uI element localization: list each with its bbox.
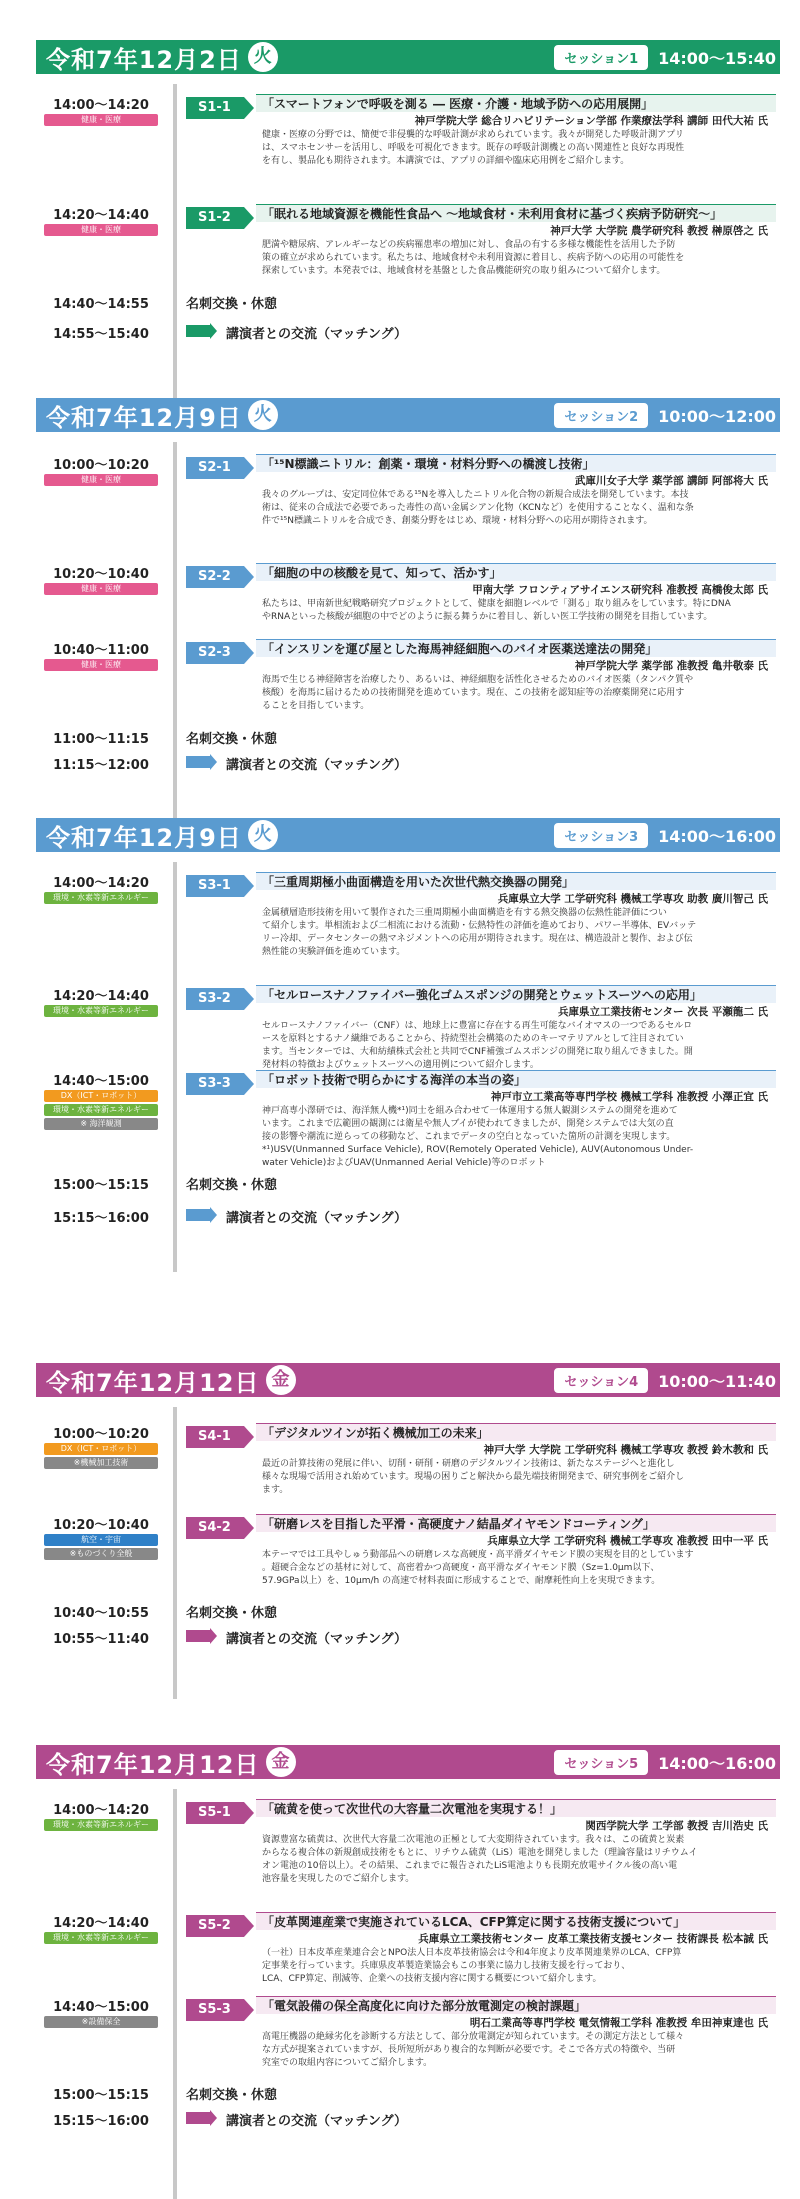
session-3 <box>36 818 780 1226</box>
description-line: ます。当センターでは、大和紡績株式会社と共同でCNF補強ゴムスポンジの開発に取り組んできました。開 <box>262 1047 693 1057</box>
break-label: 名刺交換・休憩 <box>186 2088 278 2103</box>
category-tag: ※機械加工技術 <box>44 1457 158 1469</box>
description-line: 探索しています。本発表では、地域食材を基盤とした食品機能研究の取り組みについて紹介します。 <box>262 266 666 276</box>
session-time: 14:00～15:40 <box>658 48 776 68</box>
category-tag: DX（ICT・ロボット） <box>44 1443 158 1455</box>
description-line: な方式が提案されていますが、長所短所があり複合的な判断が必要です。そこで各方式の特徴や、当研 <box>262 2045 676 2055</box>
talk-id-badge: S2-1 <box>186 457 244 479</box>
description-line: います。これまで広範囲の観測には衛星や無人ブイが使われてきましたが、開発システムでは大気の直 <box>262 1119 674 1129</box>
description-line: 資源豊富な硫黄は、次世代大容量二次電池の正極として大変期待されています。我々は、この硫黄と炭素 <box>262 1835 685 1845</box>
time-slot: 15:00～15:15 <box>53 2088 149 2103</box>
arrow-icon <box>186 1630 210 1642</box>
talk-description <box>262 1947 772 1986</box>
speaker-affiliation: 兵庫県立工業技術センター 次長 平瀬龍二 氏 <box>557 1006 768 1018</box>
description-line: 。超硬合金などの基材に対して、高密着かつ高硬度・高平滑なダイヤモンド膜（Sz=1.0μm以下、 <box>262 1563 660 1573</box>
category-tag: 健康・医療 <box>44 659 158 671</box>
category-tags <box>44 474 158 488</box>
arrow-icon <box>186 2112 210 2124</box>
talk-description <box>262 907 772 959</box>
talk-description <box>262 674 772 713</box>
talk-description <box>262 2031 772 2070</box>
session-time: 10:00～12:00 <box>658 406 776 426</box>
session-header <box>36 40 780 74</box>
category-tags <box>44 1819 158 1833</box>
timeline-line <box>173 442 177 828</box>
time-slot: 10:20～10:40 <box>53 567 149 582</box>
talk-id-badge: S4-1 <box>186 1426 244 1448</box>
matching-label: 講演者との交流（マッチング） <box>226 758 407 773</box>
break-label: 名刺交換・休憩 <box>186 732 278 747</box>
description-line: 健康・医療の分野では、簡便で非侵襲的な呼吸計測が求められています。我々が開発した呼吸計測アプリ <box>262 130 684 140</box>
day-of-week-badge: 火 <box>248 42 278 72</box>
category-tag: 環境・水素等新エネルギー <box>44 1819 158 1831</box>
time-slot: 15:00～15:15 <box>53 1178 149 1193</box>
description-line: ます。 <box>262 1485 289 1495</box>
session-4 <box>36 1363 780 1647</box>
talk-title: 「研磨レスを目指した平滑・高硬度ナノ結晶ダイヤモンドコーティング」 <box>256 1514 776 1532</box>
talk-id-badge: S5-1 <box>186 1802 244 1824</box>
time-slot: 10:20～10:40 <box>53 1518 149 1533</box>
time-slot: 14:00～14:20 <box>53 876 149 891</box>
session-date: 令和7年12月9日 <box>46 823 242 852</box>
description-line: セルロースナノファイバー（CNF）は、地球上に豊富に存在する再生可能なバイオマスの一つであるセルロ <box>262 1021 693 1031</box>
talk-id-badge: S1-2 <box>186 207 244 229</box>
speaker-affiliation: 神戸学院大学 総合リハビリテーション学部 作業療法学科 講師 田代大祐 氏 <box>414 115 768 127</box>
talk-description <box>262 1549 772 1588</box>
talk-description <box>262 239 772 278</box>
category-tag: 環境・水素等新エネルギー <box>44 1932 158 1944</box>
description-line: 高電圧機器の絶縁劣化を診断する方法として、部分放電測定が知られています。その測定方法として様々 <box>262 2032 685 2042</box>
talk-title: 「三重周期極小曲面構造を用いた次世代熱交換器の開発」 <box>256 872 776 890</box>
category-tag: 環境・水素等新エネルギー <box>44 1104 158 1116</box>
talk-description <box>262 489 772 528</box>
session-time: 10:00～11:40 <box>658 1371 776 1391</box>
category-tags <box>44 2016 158 2030</box>
description-line: は、スマホセンサーを活用し、呼吸を可視化できます。既存の呼吸計測機との高い関連性と良好な再現性 <box>262 143 685 153</box>
talk-description <box>262 1020 772 1072</box>
description-line: 核酸）を海馬に届けるための技術開発を進めています。現在、この技術を認知症等の治療薬開発に応用す <box>262 688 685 698</box>
session-5 <box>36 1745 780 2129</box>
description-line: 接の影響や潮流に逆らっての移動など、これまでデータの空白となっていた箇所の計測を実現します。 <box>262 1132 676 1142</box>
talk-id-badge: S3-1 <box>186 875 244 897</box>
session-info <box>554 1366 776 1394</box>
talk-title: 「¹⁵N標識ニトリル：創薬・環境・材料分野への橋渡し技術」 <box>256 454 776 472</box>
speaker-affiliation: 神戸大学 大学院 農学研究科 教授 榊原啓之 氏 <box>550 225 768 237</box>
talk-description <box>262 1105 772 1170</box>
time-slot: 11:15～12:00 <box>53 758 149 773</box>
matching-label: 講演者との交流（マッチング） <box>226 1211 407 1226</box>
category-tags <box>44 114 158 128</box>
session-label: セッション4 <box>554 1368 648 1393</box>
talk-title: 「スマートフォンで呼吸を測る ― 医療・介護・地域予防への応用展開」 <box>256 94 776 112</box>
talk-title: 「眠れる地域資源を機能性食品へ ～地域食材・未利用食材に基づく疾病予防研究～」 <box>256 204 776 222</box>
category-tags <box>44 1005 158 1019</box>
category-tags <box>44 224 158 238</box>
talk-id-badge: S2-3 <box>186 642 244 664</box>
description-line: 57.9GPa以上）を、10μm/h の高速で材料表面に形成することで、耐摩耗性向上を実現できます。 <box>262 1576 661 1586</box>
session-header <box>36 818 780 852</box>
speaker-affiliation: 神戸市立工業高等専門学校 機械工学科 准教授 小澤正宜 氏 <box>490 1091 768 1103</box>
description-line: からなる複合体の新規創成技術をもとに、リチウム硫黄（LiS）電池を開発しました（理論容量はリチウムイ <box>262 1848 698 1858</box>
time-slot: 10:55～11:40 <box>53 1632 149 1647</box>
time-slot: 10:00～10:20 <box>53 458 149 473</box>
description-line: ースを原料とするナノ繊維であることから、持続型社会構築のためのキーマテリアルとして注目されてい <box>262 1034 684 1044</box>
description-line: 定事業を行っています。兵庫県皮革製造業協会もこの事業に協力し技術支援を行っており、 <box>262 1961 631 1971</box>
talk-title: 「セルロースナノファイバー強化ゴムスポンジの開発とウェットスーツへの応用」 <box>256 985 776 1003</box>
description-line: 策の確立が求められています。私たちは、地域食材や未利用資源に着目し、疾病予防への応用の可能性を <box>262 253 685 263</box>
talk-title: 「電気設備の保全高度化に向けた部分放電測定の検討課題」 <box>256 1996 776 2014</box>
description-line: 発材料の特徴およびウェットスーツへの適用例について紹介します。 <box>262 1060 539 1070</box>
description-line: 我々のグループは、安定同位体である¹⁵Nを導入したニトリル化合物の新規合成法を開発しています。本技 <box>262 490 689 500</box>
description-line: （一社）日本皮革産業連合会とNPO法人日本皮革技術協会は令和4年度より皮革関連業界のLCA、CFP算 <box>262 1948 682 1958</box>
session-date: 令和7年12月12日 <box>46 1368 260 1397</box>
speaker-affiliation: 兵庫県立工業技術センター 皮革工業技術支援センター 技術課長 松本誠 氏 <box>418 1933 768 1945</box>
description-line: 肥満や糖尿病、アレルギーなどの疾病罹患率の増加に対し、食品の有する多様な機能性を活用した予防 <box>262 240 676 250</box>
speaker-affiliation: 兵庫県立大学 工学研究科 機械工学専攻 准教授 田中一平 氏 <box>487 1535 768 1547</box>
time-slot: 14:55～15:40 <box>53 327 149 342</box>
matching-label: 講演者との交流（マッチング） <box>226 2114 407 2129</box>
talk-description <box>262 1458 772 1497</box>
description-line: て紹介します。単相流および二相流における流動・伝熱特性の評価を進めており、パワー半導体、EVバッテ <box>262 921 697 931</box>
time-slot: 14:40～15:00 <box>53 2000 149 2015</box>
description-line: 私たちは、甲南新世紀戦略研究プロジェクトとして、健康を細胞レベルで「測る」取り組みをしています。特にDNA <box>262 599 731 609</box>
description-line: 金属積層造形技術を用いて製作された三重周期極小曲面構造を有する熱交換器の伝熱性能評価につい <box>262 908 667 918</box>
category-tag: 環境・水素等新エネルギー <box>44 1005 158 1017</box>
category-tag: 環境・水素等新エネルギー <box>44 892 158 904</box>
day-of-week-badge: 火 <box>248 820 278 850</box>
session-1 <box>36 40 780 342</box>
time-slot: 14:40～15:00 <box>53 1074 149 1089</box>
description-line: 熱性能の実験評価を進めています。 <box>262 947 406 957</box>
session-label: セッション5 <box>554 1750 648 1775</box>
talk-title: 「硫黄を使って次世代の大容量二次電池を実現する！」 <box>256 1799 776 1817</box>
arrow-icon <box>186 756 210 768</box>
description-line: やRNAといった核酸が細胞の中でどのように振る舞うかに着目し、新しい医工学技術の開発を目指しています。 <box>262 612 713 622</box>
category-tag: ※設備保全 <box>44 2016 158 2028</box>
talk-id-badge: S5-2 <box>186 1915 244 1937</box>
category-tag: 健康・医療 <box>44 583 158 595</box>
description-line: 術は、従来の合成法で必要であった毒性の高い金属シアン化物（KCNなど）を使用することなく、温和な条 <box>262 503 694 513</box>
timeline-line <box>173 862 177 1272</box>
time-slot: 14:20～14:40 <box>53 1916 149 1931</box>
description-line: 件で¹⁵N標識ニトリルを合成でき、創薬分野をはじめ、環境・材料分野への応用が期待されます。 <box>262 516 653 526</box>
time-slot: 14:00～14:20 <box>53 1803 149 1818</box>
time-slot: 15:15～16:00 <box>53 2114 149 2129</box>
speaker-affiliation: 武庫川女子大学 薬学部 講師 阿部将大 氏 <box>574 475 768 487</box>
break-label: 名刺交換・休憩 <box>186 1606 278 1621</box>
break-label: 名刺交換・休憩 <box>186 1178 278 1193</box>
description-line: *¹)USV(Unmanned Surface Vehicle), ROV(Remotely Operated Vehicle), AUV(Autonomous Under- <box>262 1145 694 1155</box>
category-tags <box>44 1443 158 1471</box>
time-slot: 11:00～11:15 <box>53 732 149 747</box>
time-slot: 14:00～14:20 <box>53 98 149 113</box>
session-header <box>36 1363 780 1397</box>
talk-id-badge: S4-2 <box>186 1517 244 1539</box>
category-tag: 健康・医療 <box>44 224 158 236</box>
session-label: セッション1 <box>554 45 648 70</box>
time-slot: 14:40～14:55 <box>53 297 149 312</box>
arrow-icon <box>186 325 210 337</box>
speaker-affiliation: 関西学院大学 工学部 教授 吉川浩史 氏 <box>585 1820 768 1832</box>
talk-description <box>262 598 772 624</box>
description-line: 本テーマでは工具やしゅう動部品への研磨レスな高硬度・高平滑ダイヤモンド膜の実現を目的としています <box>262 1550 694 1560</box>
arrow-icon <box>186 1209 210 1221</box>
talk-title: 「ロボット技術で明らかにする海洋の本当の姿」 <box>256 1070 776 1088</box>
talk-id-badge: S1-1 <box>186 97 244 119</box>
category-tags <box>44 583 158 597</box>
day-of-week-badge: 金 <box>266 1365 296 1395</box>
timeline-line <box>173 1407 177 1699</box>
talk-id-badge: S5-3 <box>186 1999 244 2021</box>
talk-description <box>262 129 772 168</box>
category-tags <box>44 1932 158 1946</box>
speaker-affiliation: 明石工業高等専門学校 電気情報工学科 准教授 牟田神東達也 氏 <box>469 2017 768 2029</box>
speaker-affiliation: 神戸大学 大学院 工学研究科 機械工学専攻 教授 鈴木教和 氏 <box>483 1444 768 1456</box>
description-line: 池容量を実現したのでご紹介します。 <box>262 1874 415 1884</box>
talk-title: 「インスリンを運び屋とした海馬神経細胞へのバイオ医薬送達法の開発」 <box>256 639 776 657</box>
matching-label: 講演者との交流（マッチング） <box>226 327 407 342</box>
time-slot: 14:20～14:40 <box>53 208 149 223</box>
description-line: を有し、製品化も期待されます。本講演では、アプリの詳細や臨床応用例をご紹介します。 <box>262 156 630 166</box>
session-date: 令和7年12月12日 <box>46 1750 260 1779</box>
matching-label: 講演者との交流（マッチング） <box>226 1632 407 1647</box>
time-slot: 14:20～14:40 <box>53 989 149 1004</box>
session-info <box>554 43 776 71</box>
category-tag: DX（ICT・ロボット） <box>44 1090 158 1102</box>
description-line: 様々な現場で活用され始めています。現場の困りごと解決から最先端技術開発まで、研究事例をご紹介し <box>262 1472 685 1482</box>
description-line: water Vehicle)およびUAV(Unmanned Aerial Vehicle)等のロボット <box>262 1158 546 1168</box>
session-label: セッション3 <box>554 823 648 848</box>
time-slot: 15:15～16:00 <box>53 1211 149 1226</box>
category-tag: 健康・医療 <box>44 474 158 486</box>
category-tags <box>44 659 158 673</box>
description-line: リー冷却、データセンターの熱マネジメントへの応用が期待されます。現在は、構造設計と製作、および伝 <box>262 934 693 944</box>
session-info <box>554 401 776 429</box>
description-line: オン電池の10倍以上）。その結果、これまでに報告されたLiS電池よりも長期充放電サイクル後の高い電 <box>262 1861 678 1871</box>
time-slot: 10:40～10:55 <box>53 1606 149 1621</box>
session-header <box>36 1745 780 1779</box>
talk-id-badge: S3-3 <box>186 1073 244 1095</box>
session-time: 14:00～16:00 <box>658 1753 776 1773</box>
session-date: 令和7年12月2日 <box>46 45 242 74</box>
description-line: 究室での取組内容についてご紹介します。 <box>262 2058 433 2068</box>
break-label: 名刺交換・休憩 <box>186 297 278 312</box>
description-line: LCA、CFP算定、削減等、企業への技術支援内容に関する概要について紹介します。 <box>262 1974 602 1984</box>
session-label: セッション2 <box>554 403 648 428</box>
description-line: ることを目指しています。 <box>262 701 370 711</box>
description-line: 最近の計算技術の発展に伴い、切削・研削・研磨のデジタルツイン技術は、新たなステージへと進化し <box>262 1459 675 1469</box>
session-date: 令和7年12月9日 <box>46 403 242 432</box>
talk-description <box>262 1834 772 1886</box>
time-slot: 10:00～10:20 <box>53 1427 149 1442</box>
talk-title: 「細胞の中の核酸を見て、知って、活かす」 <box>256 563 776 581</box>
description-line: 海馬で生じる神経障害を治療したり、あるいは、神経細胞を活性化させるためのバイオ医薬（タンパク質や <box>262 675 694 685</box>
speaker-affiliation: 神戸学院大学 薬学部 准教授 亀井敬泰 氏 <box>574 660 768 672</box>
session-info <box>554 821 776 849</box>
time-slot: 10:40～11:00 <box>53 643 149 658</box>
timeline-line <box>173 84 177 398</box>
timeline-line <box>173 1789 177 2199</box>
category-tags <box>44 892 158 906</box>
description-line: 神戸高専小澤研では、海洋無人機*¹)同士を組み合わせて一体運用する無人観測システムの開発を進めて <box>262 1106 678 1116</box>
session-2 <box>36 398 780 773</box>
talk-title: 「皮革関連産業で実施されているLCA、CFP算定に関する技術支援について」 <box>256 1912 776 1930</box>
category-tag: ※ 海洋観測 <box>44 1118 158 1130</box>
talk-id-badge: S2-2 <box>186 566 244 588</box>
talk-id-badge: S3-2 <box>186 988 244 1010</box>
day-of-week-badge: 金 <box>266 1747 296 1777</box>
category-tag: 航空・宇宙 <box>44 1534 158 1546</box>
talk-title: 「デジタルツインが拓く機械加工の未来」 <box>256 1423 776 1441</box>
day-of-week-badge: 火 <box>248 400 278 430</box>
category-tags <box>44 1534 158 1562</box>
session-info <box>554 1748 776 1776</box>
speaker-affiliation: 兵庫県立大学 工学研究科 機械工学専攻 助教 廣川智己 氏 <box>497 893 768 905</box>
session-time: 14:00～16:00 <box>658 826 776 846</box>
category-tag: ※ものづくり全般 <box>44 1548 158 1560</box>
speaker-affiliation: 甲南大学 フロンティアサイエンス研究科 准教授 高橋俊太郎 氏 <box>472 584 768 596</box>
session-header <box>36 398 780 432</box>
category-tags <box>44 1090 158 1132</box>
category-tag: 健康・医療 <box>44 114 158 126</box>
